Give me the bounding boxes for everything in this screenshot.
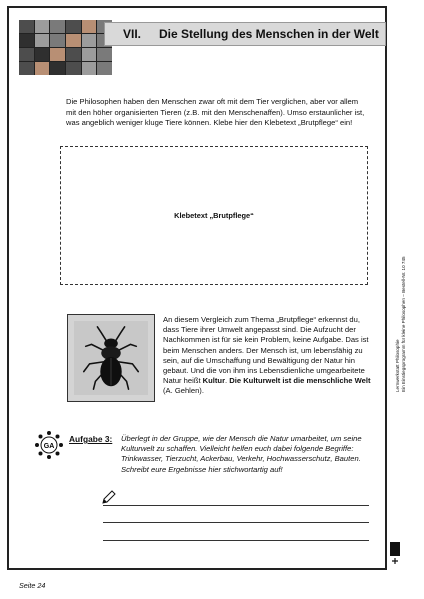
answer-line-3[interactable] <box>103 540 369 541</box>
answer-line-2[interactable] <box>103 522 369 523</box>
task-instructions: Überlegt in der Gruppe, wie der Mensch die Natur umarbeitet, um seine Kulturwelt zu schaffen. Vielleicht helfen euch dabei folgende Begriffe: Trinkwasser, Tierzucht, Ackerbau, Verkehr, Hochwasserschutz, Bauten. Schreibt eure Ergebnisse hier stichwortartig auf! <box>121 434 362 474</box>
explanation-text-3: (A. Gehlen). <box>163 386 204 396</box>
paste-area-label: Klebetext „Brutpflege“ <box>174 211 254 220</box>
chapter-title-bar <box>104 22 386 46</box>
publisher-logo-icon <box>388 540 402 566</box>
sidebar-line-2: Ein Einstiegsprogramm für kleine Philosophen – Bestell-Nr. 10 745 <box>400 256 406 392</box>
publisher-sidebar-text <box>395 256 406 392</box>
paste-area <box>60 146 368 285</box>
chapter-title: Die Stellung des Menschen in der Welt <box>159 27 379 41</box>
explanation-bold-kultur: Kultur <box>202 376 226 386</box>
answer-line-1[interactable] <box>103 505 369 506</box>
stag-beetle-icon <box>74 321 148 395</box>
explanation-text-2: . <box>225 376 230 386</box>
explanation-text-1: An diesem Vergleich zum Thema „Brutpflege“ erkennst du, dass Tiere ihrer Umwelt angepasst sind. Die Aufzucht der Nachkommen ist für sie kein Problem, keine Aufgabe. Das ist beim Menschen anders. Der Mensch ist, um lebensfähig zu sein, auf die Umschaffung und Bewältigung der Natur hin gebaut. Und die von ihm ins Lebensdienliche umgearbeitete Natur heißt <box>163 315 369 386</box>
sidebar-line-1: Lernwerkstatt Philosophie <box>395 339 400 392</box>
pencil-icon <box>101 489 117 505</box>
page-number: Seite 24 <box>19 581 46 590</box>
philosophers-portrait-collage <box>19 20 112 75</box>
intro-paragraph: Die Philosophen haben den Menschen zwar oft mit dem Tier verglichen, aber vor allem mit den höher organisierten Tieren (z.B. mit den Menschenaffen). Umso erstaunlicher ist, was angeblich weniger kluge Tiere können. Klebe hier den Klebetext „Brutpflege“ ein! <box>66 97 365 128</box>
chapter-number: VII. <box>123 27 142 41</box>
task-label: Aufgabe 3: <box>69 434 113 444</box>
group-work-icon-label: GA <box>43 443 55 450</box>
explanation-paragraph <box>163 315 373 397</box>
page-frame <box>7 6 387 570</box>
explanation-bold-kulturwelt: Die Kulturwelt ist die menschliche Welt <box>229 376 371 386</box>
group-work-icon <box>34 430 64 460</box>
stag-beetle-photo <box>67 314 155 402</box>
